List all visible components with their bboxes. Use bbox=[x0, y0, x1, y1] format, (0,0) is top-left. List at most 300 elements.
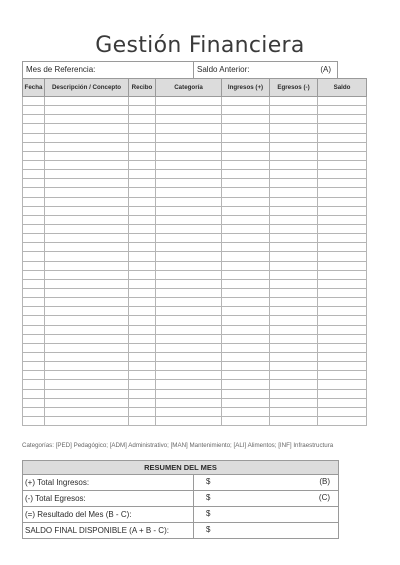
table-cell[interactable] bbox=[45, 261, 129, 270]
table-cell[interactable] bbox=[222, 279, 270, 288]
table-cell[interactable] bbox=[129, 261, 156, 270]
table-cell[interactable] bbox=[222, 97, 270, 106]
table-cell[interactable] bbox=[156, 133, 222, 142]
summary-row-saldo-final bbox=[23, 523, 339, 539]
table-cell[interactable] bbox=[156, 325, 222, 334]
table-cell[interactable] bbox=[156, 407, 222, 416]
table-cell[interactable] bbox=[222, 371, 270, 380]
table-cell[interactable] bbox=[318, 380, 367, 389]
table-cell[interactable] bbox=[129, 371, 156, 380]
table-cell[interactable] bbox=[129, 151, 156, 160]
table-cell[interactable] bbox=[129, 334, 156, 343]
table-cell[interactable] bbox=[45, 343, 129, 352]
table-cell[interactable] bbox=[318, 288, 367, 297]
table-cell[interactable] bbox=[318, 398, 367, 407]
table-cell[interactable] bbox=[318, 188, 367, 197]
summary-label: (=) Resultado del Mes (B - C): bbox=[23, 507, 194, 523]
table-cell[interactable] bbox=[222, 124, 270, 133]
table-cell[interactable] bbox=[23, 352, 45, 361]
table-cell[interactable] bbox=[129, 124, 156, 133]
table-cell[interactable] bbox=[45, 160, 129, 169]
table-row bbox=[23, 133, 367, 142]
table-cell[interactable] bbox=[156, 124, 222, 133]
table-cell[interactable] bbox=[129, 362, 156, 371]
table-cell[interactable] bbox=[318, 307, 367, 316]
table-cell[interactable] bbox=[45, 307, 129, 316]
table-cell[interactable] bbox=[129, 407, 156, 416]
table-cell[interactable] bbox=[23, 343, 45, 352]
table-cell[interactable] bbox=[222, 206, 270, 215]
monthly-summary bbox=[22, 460, 338, 539]
table-cell[interactable] bbox=[222, 170, 270, 179]
table-cell[interactable] bbox=[45, 325, 129, 334]
table-cell[interactable] bbox=[45, 197, 129, 206]
previous-balance-field[interactable] bbox=[194, 62, 337, 78]
summary-row-total-egresos bbox=[23, 491, 339, 507]
table-row bbox=[23, 179, 367, 188]
table-row bbox=[23, 325, 367, 334]
table-row bbox=[23, 188, 367, 197]
table-cell[interactable] bbox=[222, 243, 270, 252]
table-cell[interactable] bbox=[23, 234, 45, 243]
table-cell[interactable] bbox=[129, 325, 156, 334]
table-cell[interactable] bbox=[318, 151, 367, 160]
table-cell[interactable] bbox=[45, 371, 129, 380]
table-cell[interactable] bbox=[129, 115, 156, 124]
table-cell[interactable] bbox=[129, 389, 156, 398]
table-cell[interactable] bbox=[318, 224, 367, 233]
table-cell[interactable] bbox=[270, 133, 318, 142]
table-cell[interactable] bbox=[23, 298, 45, 307]
table-row bbox=[23, 398, 367, 407]
table-cell[interactable] bbox=[129, 133, 156, 142]
table-cell[interactable] bbox=[222, 142, 270, 151]
table-cell[interactable] bbox=[129, 97, 156, 106]
table-cell[interactable] bbox=[156, 261, 222, 270]
table-cell[interactable] bbox=[45, 362, 129, 371]
table-cell[interactable] bbox=[23, 261, 45, 270]
table-cell[interactable] bbox=[129, 179, 156, 188]
table-cell[interactable] bbox=[318, 115, 367, 124]
table-cell[interactable] bbox=[270, 371, 318, 380]
table-cell[interactable] bbox=[270, 151, 318, 160]
table-cell[interactable] bbox=[156, 307, 222, 316]
table-cell[interactable] bbox=[156, 206, 222, 215]
table-cell[interactable] bbox=[129, 170, 156, 179]
table-cell[interactable] bbox=[318, 270, 367, 279]
table-cell[interactable] bbox=[318, 334, 367, 343]
table-cell[interactable] bbox=[156, 170, 222, 179]
table-cell[interactable] bbox=[318, 389, 367, 398]
table-cell[interactable] bbox=[23, 115, 45, 124]
table-cell[interactable] bbox=[23, 170, 45, 179]
table-cell[interactable] bbox=[270, 416, 318, 425]
table-cell[interactable] bbox=[222, 133, 270, 142]
table-row bbox=[23, 362, 367, 371]
table-cell[interactable] bbox=[318, 170, 367, 179]
table-row bbox=[23, 389, 367, 398]
table-cell[interactable] bbox=[129, 416, 156, 425]
table-cell[interactable] bbox=[45, 279, 129, 288]
table-cell[interactable] bbox=[129, 215, 156, 224]
table-cell[interactable] bbox=[270, 279, 318, 288]
table-cell[interactable] bbox=[318, 252, 367, 261]
table-cell[interactable] bbox=[318, 97, 367, 106]
table-cell[interactable] bbox=[318, 416, 367, 425]
table-cell[interactable] bbox=[45, 416, 129, 425]
table-cell[interactable] bbox=[156, 188, 222, 197]
table-cell[interactable] bbox=[222, 270, 270, 279]
table-row bbox=[23, 380, 367, 389]
table-row bbox=[23, 279, 367, 288]
table-cell[interactable] bbox=[318, 279, 367, 288]
table-cell[interactable] bbox=[318, 407, 367, 416]
table-row bbox=[23, 352, 367, 361]
table-cell[interactable] bbox=[270, 224, 318, 233]
table-cell[interactable] bbox=[129, 398, 156, 407]
table-cell[interactable] bbox=[270, 288, 318, 297]
table-cell[interactable] bbox=[45, 252, 129, 261]
table-cell[interactable] bbox=[156, 115, 222, 124]
table-cell[interactable] bbox=[129, 298, 156, 307]
table-cell[interactable] bbox=[222, 316, 270, 325]
table-cell[interactable] bbox=[270, 316, 318, 325]
table-cell[interactable] bbox=[45, 188, 129, 197]
table-row bbox=[23, 97, 367, 106]
table-cell[interactable] bbox=[270, 334, 318, 343]
table-cell[interactable] bbox=[270, 380, 318, 389]
table-cell[interactable] bbox=[23, 243, 45, 252]
table-cell[interactable] bbox=[129, 197, 156, 206]
table-cell[interactable] bbox=[23, 325, 45, 334]
table-cell[interactable] bbox=[222, 106, 270, 115]
table-cell[interactable] bbox=[318, 142, 367, 151]
table-cell[interactable] bbox=[270, 124, 318, 133]
table-row bbox=[23, 115, 367, 124]
table-cell[interactable] bbox=[23, 97, 45, 106]
table-cell[interactable] bbox=[318, 179, 367, 188]
table-cell[interactable] bbox=[222, 398, 270, 407]
table-cell[interactable] bbox=[45, 179, 129, 188]
table-cell[interactable] bbox=[23, 106, 45, 115]
table-cell[interactable] bbox=[23, 224, 45, 233]
table-cell[interactable] bbox=[156, 151, 222, 160]
table-cell[interactable] bbox=[23, 270, 45, 279]
table-cell[interactable] bbox=[156, 243, 222, 252]
table-cell[interactable] bbox=[45, 124, 129, 133]
table-cell[interactable] bbox=[270, 352, 318, 361]
table-cell[interactable] bbox=[318, 215, 367, 224]
table-cell[interactable] bbox=[222, 334, 270, 343]
table-cell[interactable] bbox=[45, 334, 129, 343]
table-cell[interactable] bbox=[23, 316, 45, 325]
table-cell[interactable] bbox=[318, 206, 367, 215]
summary-amount-cell[interactable] bbox=[194, 523, 339, 539]
table-cell[interactable] bbox=[156, 106, 222, 115]
summary-label: (-) Total Egresos: bbox=[23, 491, 194, 507]
table-cell[interactable] bbox=[318, 234, 367, 243]
table-cell[interactable] bbox=[156, 380, 222, 389]
table-cell[interactable] bbox=[270, 252, 318, 261]
table-cell[interactable] bbox=[270, 215, 318, 224]
table-cell[interactable] bbox=[45, 352, 129, 361]
summary-amount-cell[interactable] bbox=[194, 475, 339, 491]
table-cell[interactable] bbox=[23, 179, 45, 188]
table-cell[interactable] bbox=[270, 106, 318, 115]
table-cell[interactable] bbox=[318, 352, 367, 361]
table-cell[interactable] bbox=[129, 316, 156, 325]
table-row bbox=[23, 371, 367, 380]
table-cell[interactable] bbox=[222, 288, 270, 297]
table-cell[interactable] bbox=[45, 142, 129, 151]
table-cell[interactable] bbox=[156, 316, 222, 325]
table-cell[interactable] bbox=[156, 160, 222, 169]
table-cell[interactable] bbox=[23, 371, 45, 380]
table-row bbox=[23, 407, 367, 416]
table-cell[interactable] bbox=[156, 334, 222, 343]
table-row bbox=[23, 307, 367, 316]
table-cell[interactable] bbox=[23, 407, 45, 416]
table-cell[interactable] bbox=[23, 133, 45, 142]
table-cell[interactable] bbox=[222, 352, 270, 361]
previous-balance-label: Saldo Anterior: bbox=[197, 65, 250, 74]
table-cell[interactable] bbox=[45, 407, 129, 416]
table-cell[interactable] bbox=[156, 234, 222, 243]
table-cell[interactable] bbox=[23, 252, 45, 261]
table-cell[interactable] bbox=[156, 288, 222, 297]
table-cell[interactable] bbox=[222, 252, 270, 261]
table-cell[interactable] bbox=[318, 325, 367, 334]
table-cell[interactable] bbox=[270, 142, 318, 151]
table-cell[interactable] bbox=[222, 298, 270, 307]
table-cell[interactable] bbox=[23, 380, 45, 389]
table-cell[interactable] bbox=[45, 316, 129, 325]
reference-month-field[interactable] bbox=[23, 62, 194, 78]
table-row bbox=[23, 343, 367, 352]
table-cell[interactable] bbox=[318, 362, 367, 371]
table-cell[interactable] bbox=[222, 380, 270, 389]
table-cell[interactable] bbox=[270, 325, 318, 334]
table-cell[interactable] bbox=[156, 389, 222, 398]
table-cell[interactable] bbox=[270, 160, 318, 169]
table-cell[interactable] bbox=[270, 179, 318, 188]
table-cell[interactable] bbox=[156, 215, 222, 224]
column-header-saldo: Saldo bbox=[318, 79, 367, 97]
table-cell[interactable] bbox=[270, 407, 318, 416]
categories-note: Categorías: [PED] Pedagógico; [ADM] Administrativo; [MAN] Mantenimiento; [ALI] Alimentos; [INF] Infraestructura bbox=[22, 442, 334, 449]
table-cell[interactable] bbox=[222, 188, 270, 197]
table-cell[interactable] bbox=[318, 133, 367, 142]
table-cell[interactable] bbox=[129, 106, 156, 115]
table-cell[interactable] bbox=[23, 362, 45, 371]
table-cell[interactable] bbox=[270, 206, 318, 215]
table-cell[interactable] bbox=[270, 170, 318, 179]
table-cell[interactable] bbox=[318, 197, 367, 206]
table-cell[interactable] bbox=[23, 151, 45, 160]
table-cell[interactable] bbox=[129, 352, 156, 361]
table-cell[interactable] bbox=[156, 298, 222, 307]
summary-mark: (B) bbox=[319, 477, 331, 486]
summary-amount-cell[interactable] bbox=[194, 491, 339, 507]
table-cell[interactable] bbox=[156, 270, 222, 279]
table-cell[interactable] bbox=[45, 224, 129, 233]
table-cell[interactable] bbox=[222, 416, 270, 425]
table-cell[interactable] bbox=[156, 279, 222, 288]
table-cell[interactable] bbox=[270, 298, 318, 307]
table-cell[interactable] bbox=[222, 197, 270, 206]
table-cell[interactable] bbox=[45, 97, 129, 106]
table-cell[interactable] bbox=[129, 343, 156, 352]
table-cell[interactable] bbox=[270, 97, 318, 106]
table-cell[interactable] bbox=[129, 188, 156, 197]
table-cell[interactable] bbox=[129, 380, 156, 389]
table-cell[interactable] bbox=[222, 307, 270, 316]
table-cell[interactable] bbox=[318, 243, 367, 252]
table-row bbox=[23, 106, 367, 115]
table-cell[interactable] bbox=[156, 142, 222, 151]
table-cell[interactable] bbox=[270, 243, 318, 252]
table-cell[interactable] bbox=[45, 389, 129, 398]
table-row bbox=[23, 224, 367, 233]
table-cell[interactable] bbox=[222, 224, 270, 233]
table-cell[interactable] bbox=[45, 215, 129, 224]
table-cell[interactable] bbox=[45, 234, 129, 243]
table-row bbox=[23, 270, 367, 279]
table-cell[interactable] bbox=[222, 343, 270, 352]
table-cell[interactable] bbox=[129, 307, 156, 316]
table-cell[interactable] bbox=[156, 97, 222, 106]
table-cell[interactable] bbox=[222, 325, 270, 334]
table-cell[interactable] bbox=[156, 371, 222, 380]
table-cell[interactable] bbox=[270, 398, 318, 407]
table-cell[interactable] bbox=[129, 142, 156, 151]
table-cell[interactable] bbox=[23, 389, 45, 398]
page-title: Gestión Financiera bbox=[95, 33, 305, 58]
table-cell[interactable] bbox=[222, 261, 270, 270]
currency-symbol: $ bbox=[206, 477, 211, 486]
table-cell[interactable] bbox=[222, 215, 270, 224]
table-cell[interactable] bbox=[45, 380, 129, 389]
table-row bbox=[23, 215, 367, 224]
table-cell[interactable] bbox=[270, 362, 318, 371]
table-cell[interactable] bbox=[318, 261, 367, 270]
table-cell[interactable] bbox=[270, 307, 318, 316]
table-cell[interactable] bbox=[129, 243, 156, 252]
table-cell[interactable] bbox=[129, 252, 156, 261]
table-cell[interactable] bbox=[129, 206, 156, 215]
table-row bbox=[23, 206, 367, 215]
table-cell[interactable] bbox=[222, 389, 270, 398]
summary-mark: (C) bbox=[318, 493, 331, 502]
table-cell[interactable] bbox=[222, 151, 270, 160]
table-cell[interactable] bbox=[45, 133, 129, 142]
table-cell[interactable] bbox=[23, 334, 45, 343]
table-cell[interactable] bbox=[23, 188, 45, 197]
table-row bbox=[23, 252, 367, 261]
column-header-categoria: Categoría bbox=[156, 79, 222, 97]
table-row bbox=[23, 170, 367, 179]
summary-amount-cell[interactable] bbox=[194, 507, 339, 523]
table-cell[interactable] bbox=[45, 298, 129, 307]
table-cell[interactable] bbox=[222, 407, 270, 416]
table-cell[interactable] bbox=[156, 398, 222, 407]
table-cell[interactable] bbox=[318, 124, 367, 133]
table-cell[interactable] bbox=[270, 261, 318, 270]
table-cell[interactable] bbox=[23, 279, 45, 288]
column-header-fecha: Fecha bbox=[23, 79, 45, 97]
table-cell[interactable] bbox=[45, 106, 129, 115]
table-cell[interactable] bbox=[270, 234, 318, 243]
table-cell[interactable] bbox=[23, 142, 45, 151]
table-cell[interactable] bbox=[156, 179, 222, 188]
table-cell[interactable] bbox=[156, 197, 222, 206]
table-cell[interactable] bbox=[45, 398, 129, 407]
table-cell[interactable] bbox=[129, 160, 156, 169]
table-cell[interactable] bbox=[45, 270, 129, 279]
table-cell[interactable] bbox=[23, 307, 45, 316]
table-row bbox=[23, 243, 367, 252]
table-cell[interactable] bbox=[222, 115, 270, 124]
table-cell[interactable] bbox=[222, 234, 270, 243]
table-cell[interactable] bbox=[318, 160, 367, 169]
table-cell[interactable] bbox=[156, 362, 222, 371]
table-cell[interactable] bbox=[23, 124, 45, 133]
table-cell[interactable] bbox=[318, 343, 367, 352]
table-cell[interactable] bbox=[45, 206, 129, 215]
table-cell[interactable] bbox=[23, 206, 45, 215]
table-cell[interactable] bbox=[156, 416, 222, 425]
table-cell[interactable] bbox=[156, 252, 222, 261]
table-cell[interactable] bbox=[318, 298, 367, 307]
table-row bbox=[23, 234, 367, 243]
transactions-body bbox=[23, 97, 367, 426]
table-cell[interactable] bbox=[156, 224, 222, 233]
table-cell[interactable] bbox=[129, 279, 156, 288]
table-cell[interactable] bbox=[45, 243, 129, 252]
table-cell[interactable] bbox=[23, 288, 45, 297]
table-cell[interactable] bbox=[270, 115, 318, 124]
table-cell[interactable] bbox=[318, 316, 367, 325]
table-cell[interactable] bbox=[156, 343, 222, 352]
table-cell[interactable] bbox=[270, 389, 318, 398]
table-cell[interactable] bbox=[270, 197, 318, 206]
table-cell[interactable] bbox=[270, 343, 318, 352]
table-cell[interactable] bbox=[23, 398, 45, 407]
table-cell[interactable] bbox=[45, 115, 129, 124]
currency-symbol: $ bbox=[206, 509, 211, 518]
table-cell[interactable] bbox=[45, 151, 129, 160]
table-cell[interactable] bbox=[318, 371, 367, 380]
table-cell[interactable] bbox=[23, 160, 45, 169]
table-cell[interactable] bbox=[129, 270, 156, 279]
table-cell[interactable] bbox=[129, 288, 156, 297]
table-cell[interactable] bbox=[270, 188, 318, 197]
table-cell[interactable] bbox=[23, 215, 45, 224]
table-cell[interactable] bbox=[318, 106, 367, 115]
table-cell[interactable] bbox=[23, 416, 45, 425]
table-cell[interactable] bbox=[23, 197, 45, 206]
table-cell[interactable] bbox=[45, 288, 129, 297]
table-cell[interactable] bbox=[270, 270, 318, 279]
table-cell[interactable] bbox=[156, 352, 222, 361]
table-cell[interactable] bbox=[45, 170, 129, 179]
table-cell[interactable] bbox=[222, 362, 270, 371]
column-header-ingresos: Ingresos (+) bbox=[222, 79, 270, 97]
table-cell[interactable] bbox=[222, 179, 270, 188]
table-cell[interactable] bbox=[129, 224, 156, 233]
table-cell[interactable] bbox=[222, 160, 270, 169]
table-cell[interactable] bbox=[129, 234, 156, 243]
